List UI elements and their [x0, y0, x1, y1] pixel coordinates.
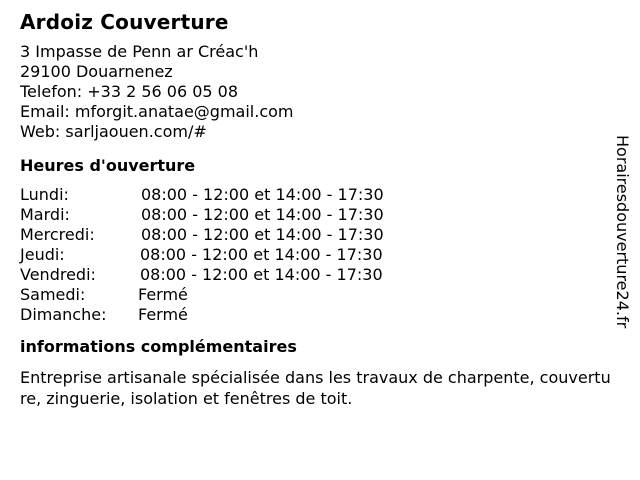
- city-address: 29100 Douarnenez: [20, 62, 173, 81]
- hours-row-thursday: [20, 245, 620, 265]
- day-label: Lundi:: [20, 185, 69, 204]
- day-label: Mardi:: [20, 205, 70, 224]
- day-label: Samedi:: [20, 285, 86, 304]
- day-hours: 08:00 - 12:00 et 14:00 - 17:30: [140, 245, 383, 264]
- phone-number: Telefon: +33 2 56 06 05 08: [20, 82, 239, 101]
- day-hours: Fermé: [138, 285, 188, 304]
- business-card: [20, 10, 620, 409]
- street-address: 3 Impasse de Penn ar Créac'h: [20, 42, 259, 61]
- day-label: Dimanche:: [20, 305, 107, 324]
- email-address: Email: mforgit.anatae@gmail.com: [20, 102, 294, 121]
- hours-row-sunday: [20, 305, 620, 325]
- day-hours: Fermé: [138, 305, 188, 324]
- site-watermark: Horairesdouverture24.fr: [613, 135, 632, 329]
- hours-row-monday: [20, 185, 620, 205]
- website-link: Web: sarljaouen.com/#: [20, 122, 207, 141]
- day-hours: 08:00 - 12:00 et 14:00 - 17:30: [141, 185, 384, 204]
- hours-row-wednesday: [20, 225, 620, 245]
- hours-heading: Heures d'ouverture: [20, 156, 196, 175]
- info-heading: informations complémentaires: [20, 337, 297, 356]
- day-label: Jeudi:: [20, 245, 65, 264]
- day-hours: 08:00 - 12:00 et 14:00 - 17:30: [140, 265, 383, 284]
- day-hours: 08:00 - 12:00 et 14:00 - 17:30: [141, 205, 384, 224]
- info-description: Entreprise artisanale spécialisée dans les travaux de charpente, couverture, zinguerie, isolation et fenêtres de toit.: [20, 368, 611, 408]
- hours-row-friday: [20, 265, 620, 285]
- day-hours: 08:00 - 12:00 et 14:00 - 17:30: [141, 225, 384, 244]
- business-name: Ardoiz Couverture: [20, 10, 229, 34]
- day-label: Vendredi:: [20, 265, 96, 284]
- day-label: Mercredi:: [20, 225, 95, 244]
- hours-row-tuesday: [20, 205, 620, 225]
- hours-row-saturday: [20, 285, 620, 305]
